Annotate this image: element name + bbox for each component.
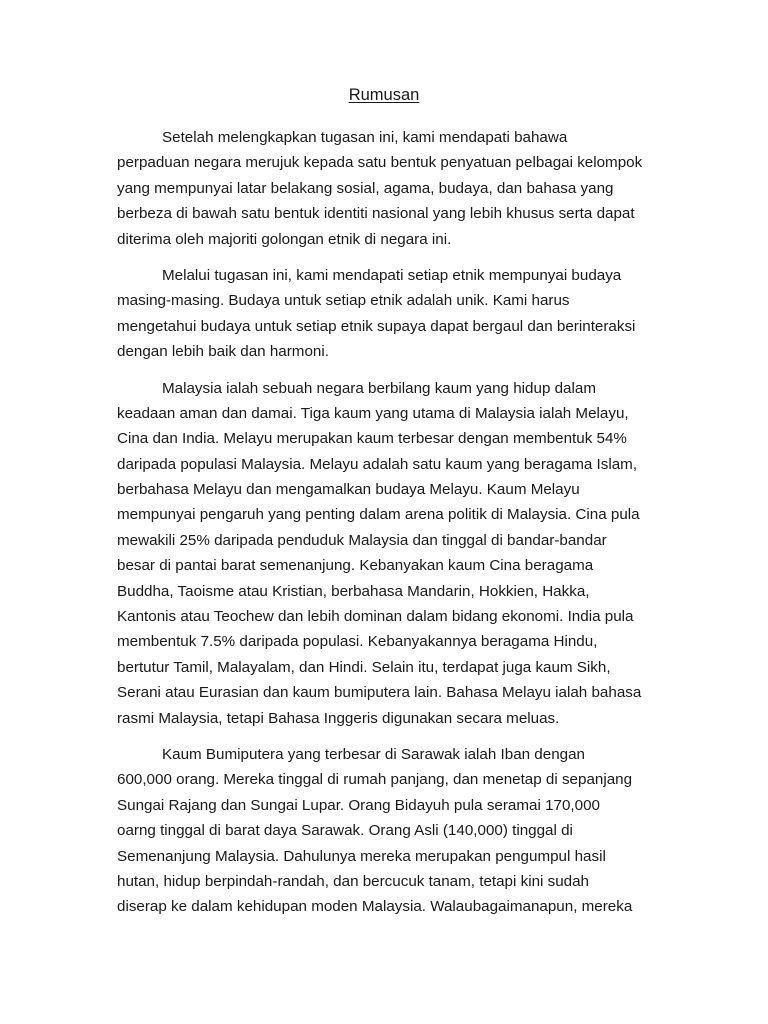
text-line: perpaduan negara merujuk kepada satu bentuk penyatuan pelbagai kelompok (117, 154, 643, 172)
text-line: diserap ke dalam kehidupan moden Malaysia. Walaubagaimanapun, mereka (117, 898, 633, 916)
text-line: dengan lebih baik dan harmoni. (117, 343, 329, 361)
paragraph (117, 263, 657, 365)
paragraph (117, 376, 657, 731)
text-line: besar di pantai barat semenanjung. Kebanyakan kaum Cina beragama (117, 557, 594, 575)
paragraph (117, 125, 657, 252)
text-line: Cina dan India. Melayu merupakan kaum terbesar dengan membentuk 54% (117, 430, 627, 448)
body-text (117, 125, 657, 931)
page-title: Rumusan (348, 86, 420, 104)
text-line: oarng tinggal di barat daya Sarawak. Orang Asli (140,000) tinggal di (117, 822, 573, 840)
text-line: Buddha, Taoisme atau Kristian, berbahasa Mandarin, Hokkien, Hakka, (117, 582, 590, 600)
text-line: Kantonis atau Teochew dan lebih dominan dalam bidang ekonomi. India pula (117, 608, 634, 626)
paragraph (117, 742, 657, 920)
text-line: hutan, hidup berpindah-randah, dan bercucuk tanam, tetapi kini sudah (117, 872, 589, 890)
text-line: keadaan aman dan damai. Tiga kaum yang utama di Malaysia ialah Melayu, (117, 404, 629, 422)
text-line: diterima oleh majoriti golongan etnik di negara ini. (117, 230, 452, 248)
text-line: berbahasa Melayu dan mengamalkan budaya Melayu. Kaum Melayu (117, 481, 580, 499)
text-line: daripada populasi Malaysia. Melayu adalah satu kaum yang beragama Islam, (117, 455, 638, 473)
text-line: berbeza di bawah satu bentuk identiti nasional yang lebih khusus serta dapat (117, 205, 635, 223)
text-line: membentuk 7.5% daripada populasi. Kebanyakannya beragama Hindu, (117, 633, 598, 651)
text-line: 600,000 orang. Mereka tinggal di rumah panjang, dan menetap di sepanjang (117, 771, 633, 789)
text-line: Melalui tugasan ini, kami mendapati setiap etnik mempunyai budaya (162, 266, 622, 284)
text-line: yang mempunyai latar belakang sosial, agama, budaya, dan bahasa yang (117, 179, 614, 197)
text-line: Setelah melengkapkan tugasan ini, kami mendapati bahawa (162, 129, 568, 146)
text-line: mempunyai pengaruh yang penting dalam arena politik di Malaysia. Cina pula (117, 506, 640, 524)
text-line: Sungai Rajang dan Sungai Lupar. Orang Bidayuh pula seramai 170,000 (117, 796, 600, 814)
text-line: bertutur Tamil, Malayalam, dan Hindi. Selain itu, terdapat juga kaum Sikh, (117, 658, 611, 676)
text-line: Kaum Bumiputera yang terbesar di Sarawak ialah Iban dengan (162, 745, 585, 763)
text-line: Serani atau Eurasian dan kaum bumiputera lain. Bahasa Melayu ialah bahasa (117, 684, 642, 702)
text-line: masing-masing. Budaya untuk setiap etnik adalah unik. Kami harus (117, 292, 570, 310)
text-line: mengetahui budaya untuk setiap etnik supaya dapat bergaul dan berinteraksi (117, 317, 636, 335)
text-line: rasmi Malaysia, tetapi Bahasa Inggeris digunakan secara meluas. (117, 709, 560, 727)
text-line: Malaysia ialah sebuah negara berbilang kaum yang hidup dalam (162, 379, 596, 397)
text-line: Semenanjung Malaysia. Dahulunya mereka merupakan pengumpul hasil (117, 847, 606, 865)
text-line: mewakili 25% daripada penduduk Malaysia dan tinggal di bandar-bandar (117, 531, 607, 549)
